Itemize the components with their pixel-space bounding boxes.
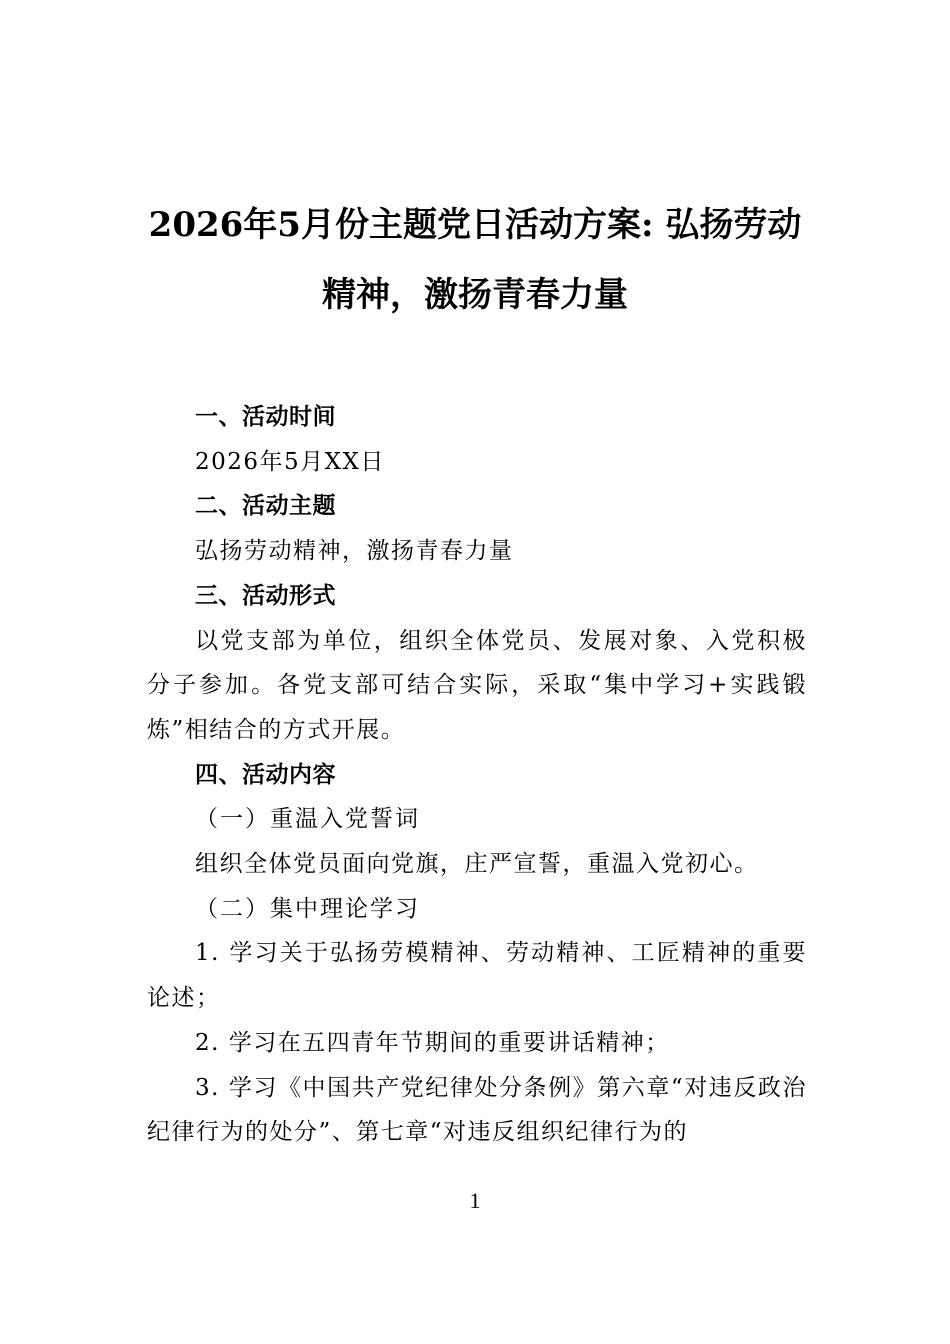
- section-heading-theme: 二、活动主题: [195, 493, 336, 520]
- form-paragraph: 以党支部为单位，组织全体党员、发展对象、入党积极分子参加。各党支部可结合实际，采取“集中学习+实践锻炼”相结合的方式开展。: [147, 627, 807, 743]
- section-heading-time: 一、活动时间: [195, 404, 336, 430]
- theme-value: 弘扬劳动精神，激扬青春力量: [195, 538, 514, 565]
- page-number: 1: [469, 1188, 481, 1213]
- document-title: [120, 190, 830, 330]
- time-value: 2026年5月XX日: [195, 448, 385, 475]
- subsection-heading-study: （二）集中理论学习: [195, 895, 420, 922]
- study-item-1: 1. 学习关于弘扬劳模精神、劳动精神、工匠精神的重要论述；: [147, 940, 807, 1012]
- study-item-2: 2. 学习在五四青年节期间的重要讲话精神；: [195, 1029, 670, 1056]
- document-body: [147, 395, 807, 1155]
- title-line-1: 2026年5月份主题党日活动方案: 弘扬劳动: [148, 205, 802, 245]
- oath-paragraph: 组织全体党员面向党旗，庄严宣誓，重温入党初心。: [195, 851, 759, 878]
- subsection-heading-oath: （一）重温入党誓词: [195, 806, 420, 833]
- section-heading-content: 四、活动内容: [195, 761, 336, 788]
- section-heading-form: 三、活动形式: [195, 582, 336, 609]
- title-line-2: 精神，激扬青春力量: [322, 275, 628, 315]
- study-item-3: 3. 学习《中国共产党纪律处分条例》第六章“对违反政治纪律行为的处分”、第七章“对违反组织纪律行为的: [147, 1074, 807, 1146]
